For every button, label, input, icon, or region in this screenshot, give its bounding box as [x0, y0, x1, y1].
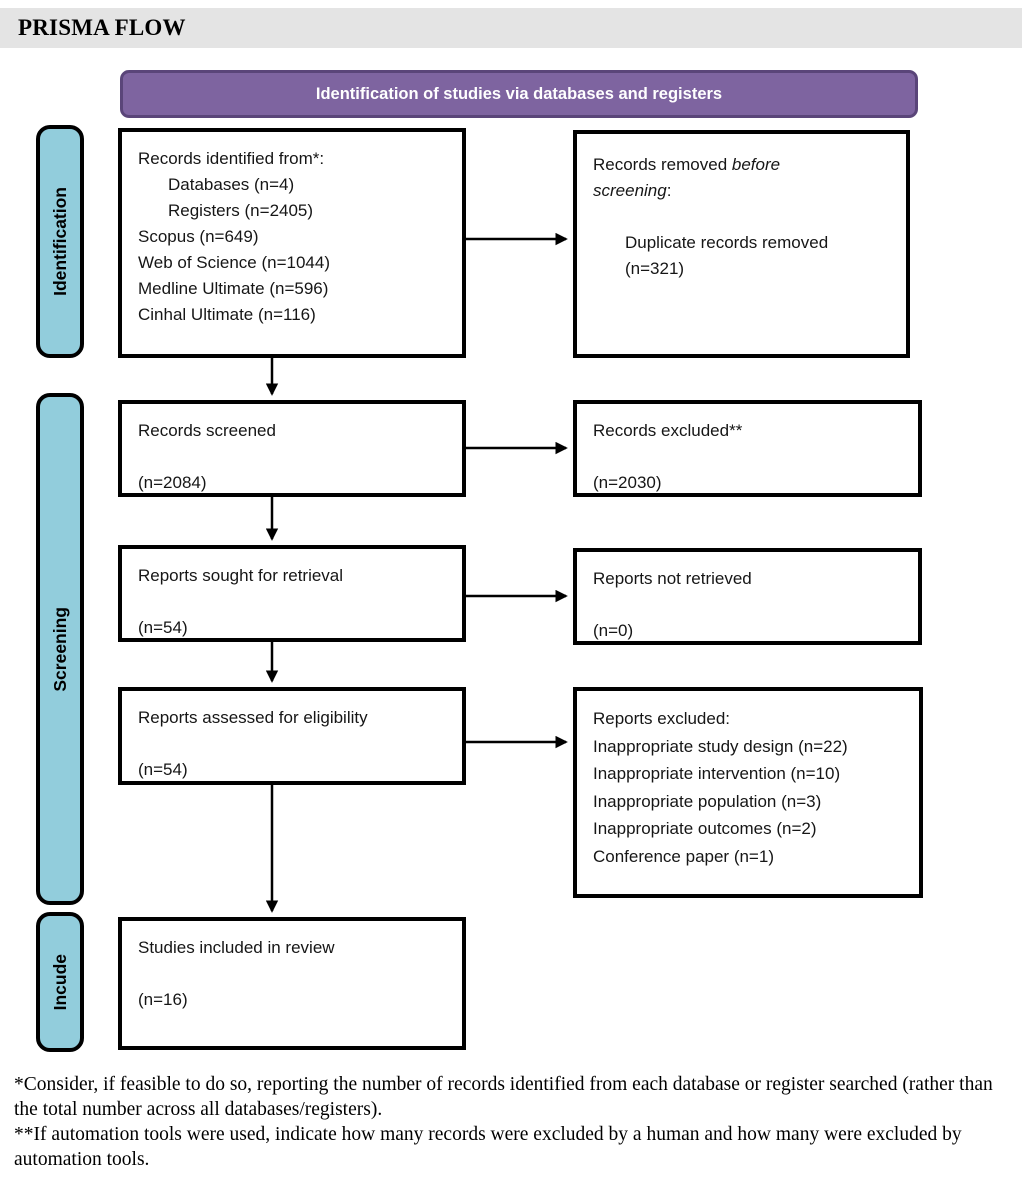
records-identified-databases: Databases (n=4)	[168, 175, 295, 194]
banner-label: Identification of studies via databases and registers	[315, 84, 723, 103]
records-removed-title: Records removed before screening:	[593, 155, 781, 200]
page-title-bar	[0, 8, 1022, 48]
records-identified-medline: Medline Ultimate (n=596)	[138, 279, 329, 298]
studies-included-count: (n=16)	[138, 990, 188, 1009]
reports-excluded-reason-conference: Conference paper (n=1)	[593, 846, 774, 866]
stage-screening	[36, 393, 84, 905]
stage-include	[36, 912, 84, 1052]
reports-excluded-reason-intervention: Inappropriate intervention (n=10)	[593, 764, 841, 783]
stage-screening-label: Screening	[49, 606, 70, 692]
reports-sought-label: Reports sought for retrieval	[138, 566, 344, 585]
reports-assessed-count: (n=54)	[138, 760, 188, 779]
reports-excluded-reason-population: Inappropriate population (n=3)	[593, 791, 822, 811]
records-identified-title: Records identified from*:	[138, 149, 325, 168]
records-identified-scopus: Scopus (n=649)	[138, 227, 259, 246]
reports-assessed-label: Reports assessed for eligibility	[138, 708, 368, 727]
records-excluded-count: (n=2030)	[593, 473, 662, 492]
banner	[120, 70, 918, 118]
footnote-asterisk: *Consider, if feasible to do so, reporting the number of records identified from each database or register searched (rather than the total number across all databases/registers).	[14, 1074, 993, 1120]
reports-sought-count: (n=54)	[138, 618, 188, 637]
box-reports-excluded	[573, 687, 923, 898]
page-title: PRISMA FLOW	[18, 15, 186, 40]
stage-identification	[36, 125, 84, 358]
box-records-removed	[573, 130, 910, 358]
reports-excluded-reason-outcomes: Inappropriate outcomes (n=2)	[593, 819, 817, 838]
reports-excluded-title: Reports excluded:	[593, 709, 731, 728]
footnote-double-asterisk: **If automation tools were used, indicate how many records were excluded by a human and how many were excluded by automation tools.	[14, 1124, 962, 1170]
box-records-identified	[118, 128, 466, 358]
box-studies-included	[118, 917, 466, 1050]
records-identified-registers: Registers (n=2405)	[168, 201, 314, 220]
records-identified-wos: Web of Science (n=1044)	[138, 253, 330, 272]
records-removed-detail: Duplicate records removed (n=321)	[625, 233, 829, 278]
box-records-screened	[118, 400, 466, 497]
box-records-excluded	[573, 400, 922, 497]
box-reports-not-retrieved	[573, 548, 922, 645]
box-reports-assessed	[118, 687, 466, 785]
records-excluded-label: Records excluded**	[593, 421, 743, 440]
reports-excluded-reason-design: Inappropriate study design (n=22)	[593, 736, 848, 756]
reports-not-retrieved-label: Reports not retrieved	[593, 569, 752, 588]
records-screened-label: Records screened	[138, 421, 276, 440]
reports-not-retrieved-count: (n=0)	[593, 621, 634, 640]
studies-included-label: Studies included in review	[138, 938, 335, 957]
stage-identification-label: Identification	[49, 187, 70, 296]
stage-include-label: Incude	[49, 953, 70, 1011]
records-identified-cinhal: Cinhal Ultimate (n=116)	[138, 305, 316, 324]
records-screened-count: (n=2084)	[138, 473, 207, 492]
box-reports-sought	[118, 545, 466, 642]
footnotes	[14, 1072, 1010, 1172]
